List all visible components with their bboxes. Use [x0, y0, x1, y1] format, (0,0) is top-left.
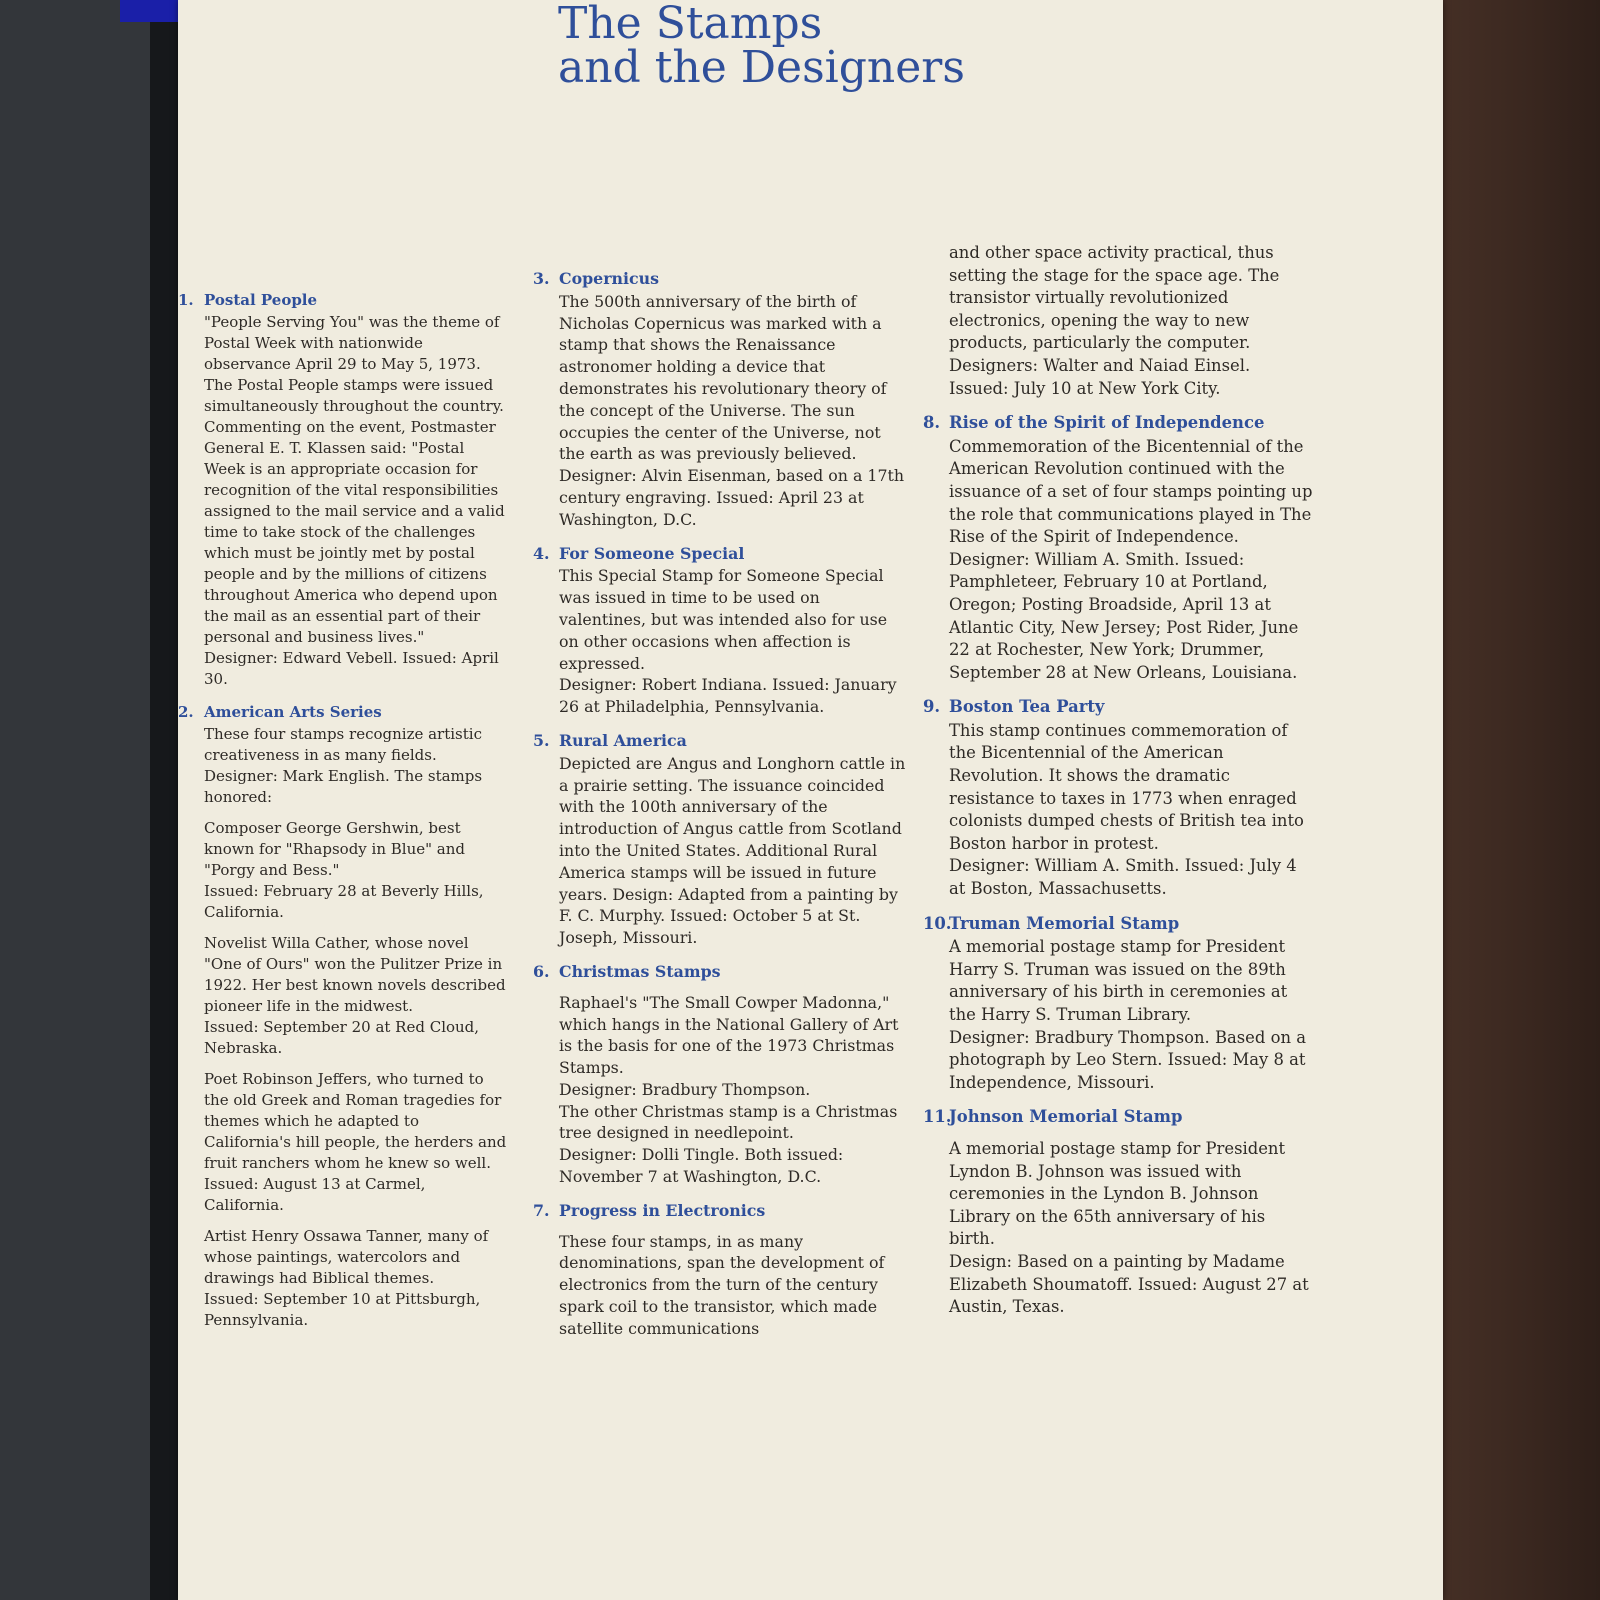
entry-credit: Designer: William A. Smith. Issued: Pamphleteer, February 10 at Portland, Oregon; Posting Broadside, April 13 at Atlantic City, New Jersey; Post Rider, June 22 at Rochester, New York; Drummer, September 28 at New Orleans, Louisiana.: [949, 549, 1299, 682]
page-title: [558, 0, 965, 93]
entry-body: [949, 1130, 1313, 1319]
entry-body: [949, 436, 1313, 685]
entry-title: Rise of the Spirit of Independence: [949, 413, 1265, 433]
entry-text: A memorial postage stamp for President Lyndon B. Johnson was issued with ceremonies in the Lyndon B. Johnson Library on the 65th anniversary of his birth.: [949, 1138, 1286, 1249]
entry-body: [559, 565, 908, 718]
entry-body: [559, 984, 908, 1188]
entry-text: This Special Stamp for Someone Special was issued in time to be used on valentines, but was intended also for use on other occasions when affection is expressed.: [559, 566, 888, 673]
honoree-text: Artist Henry Ossawa Tanner, many of whose paintings, watercolors and drawings had Biblical themes.: [204, 1227, 489, 1287]
honoree-text: Poet Robinson Jeffers, who turned to the old Greek and Roman tragedies for themes which he adapted to California's hill people, the herders and fruit ranchers whom he knew so well.: [204, 1070, 507, 1172]
entry-title: Progress in Electronics: [559, 1200, 766, 1220]
entry-title: For Someone Special: [559, 543, 745, 563]
entry-number: 2.: [178, 703, 194, 721]
entry-text: Depicted are Angus and Longhorn cattle in a prairie setting. The issuance coincided with the 100th anniversary of the introduction of Angus cattle from Scotland into the United States. Additional Rural America stamps will be issued in future years. Design: Adapted from a painting by F. C. Murphy. Issued: October 5 at St. Joseph, Missouri.: [559, 753, 906, 948]
honoree-issued: Issued: August 13 at Carmel, California.: [204, 1175, 426, 1214]
entry-heading: [178, 702, 508, 723]
honoree-cather: [204, 933, 508, 1059]
entry-credit: Designer: Edward Vebell. Issued: April 30.: [204, 649, 499, 688]
entry-body: [559, 291, 908, 531]
entry-heading: [923, 696, 1313, 719]
entry-intro: These four stamps recognize artistic creativeness in as many fields. Designer: Mark English. The stamps honored:: [204, 725, 483, 806]
entry-credit: Designer: Bradbury Thompson. Based on a photograph by Leo Stern. Issued: May 8 at Independence, Missouri.: [949, 1027, 1306, 1092]
entry-body: [949, 936, 1313, 1094]
entry-rise-of-spirit-of-independence: [923, 412, 1313, 684]
entry-text: A memorial postage stamp for President Harry S. Truman was issued on the 89th anniversary of his birth in ceremonies at the Harry S. Truman Library.: [949, 937, 1288, 1024]
honoree-tanner: [204, 1226, 508, 1331]
entry-johnson-memorial-stamp: [923, 1106, 1313, 1318]
document-page: [178, 0, 1443, 1600]
entry-number: 4.: [533, 543, 550, 563]
entry-truman-memorial-stamp: [923, 913, 1313, 1095]
entry-text: and other space activity practical, thus setting the stage for the space age. The transistor virtually revolutionized electronics, opening the way to new products, particularly the computer.: [949, 243, 1280, 353]
spacer: [559, 984, 908, 992]
entry-text: "People Serving You" was the theme of Postal Week with nationwide observance April 29 to May 5, 1973. The Postal People stamps were issued simultaneously throughout the country. Commenting on the event, Postmaster General E. T. Klassen said: "Postal Week is an appropriate occasion for recognition of the vital responsibilities assigned to the mail service and a valid time to take stock of the challenges which must be jointly met by postal people and by the millions of citizens throughout America who depend upon the mail as an essential part of their personal and business lives.": [204, 313, 505, 646]
entry-body: [204, 312, 508, 690]
entry-progress-in-electronics-continued: [923, 242, 1313, 400]
entry-credit: Designers: Walter and Naiad Einsel. Issued: July 10 at New York City.: [949, 355, 1251, 398]
entry-number: 3.: [533, 269, 550, 288]
entry-number: 11.: [923, 1107, 952, 1127]
honoree-text: Composer George Gershwin, best known for "Rhapsody in Blue" and "Porgy and Bess.": [204, 819, 465, 879]
entry-title: Boston Tea Party: [949, 697, 1105, 717]
entry-number: 1.: [178, 291, 194, 309]
entry-text: The 500th anniversary of the birth of Nicholas Copernicus was marked with a stamp that shows the Renaissance astronomer holding a device that demonstrates his revolutionary theory of the concept of the Universe. The sun occupies the center of the Universe, not the earth as was previously believed.: [559, 291, 887, 464]
entry-title: Christmas Stamps: [559, 961, 721, 981]
entry-heading: [178, 290, 508, 311]
entry-heading: [533, 268, 908, 290]
entry-heading: [533, 1200, 908, 1222]
entry-number: 5.: [533, 730, 550, 750]
entry-body: [949, 720, 1313, 901]
entry-copernicus: [533, 268, 908, 531]
honoree-text: Novelist Willa Cather, whose novel "One of Ours" won the Pulitzer Prize in 1922. Her best known novels described pioneer life in the midwest.: [204, 934, 506, 1015]
entry-progress-in-electronics: [533, 1200, 908, 1340]
entry-text: Commemoration of the Bicentennial of the American Revolution continued with the issuance of a set of four stamps pointing up the role that communications played in The Rise of the Spirit of Independence.: [949, 436, 1313, 547]
entry-heading: [533, 730, 908, 752]
entry-text: This stamp continues commemoration of the Bicentennial of the American Revolution. It shows the dramatic resistance to taxes in 1773 when enraged colonists dumped chests of British tea into Boston harbor in protest.: [949, 720, 1304, 853]
title-line-2: and the Designers: [558, 42, 965, 93]
entry-for-someone-special: [533, 543, 908, 718]
entry-body: [559, 1223, 908, 1340]
honoree-issued: Issued: September 20 at Red Cloud, Nebraska.: [204, 1018, 480, 1057]
entry-credit: Design: Based on a painting by Madame Elizabeth Shoumatoff. Issued: August 27 at Austin, Texas.: [949, 1251, 1309, 1317]
entry-body: [204, 724, 508, 1331]
title-line-1: The Stamps: [558, 0, 823, 49]
entry-title: Copernicus: [559, 269, 660, 288]
entry-title: Truman Memorial Stamp: [949, 913, 1180, 933]
entry-title: Johnson Memorial Stamp: [949, 1107, 1183, 1127]
entry-american-arts-series: [178, 702, 508, 1331]
entry-heading: [533, 543, 908, 565]
entry-title: American Arts Series: [204, 703, 382, 721]
entry-credit: Designer: Bradbury Thompson.: [559, 1079, 811, 1099]
spacer: [559, 1223, 908, 1231]
entry-number: 6.: [533, 961, 550, 981]
honoree-gershwin: [204, 818, 508, 923]
entry-boston-tea-party: [923, 696, 1313, 900]
entry-heading: [533, 961, 908, 983]
entry-postal-people: [178, 290, 508, 690]
entry-credit: Designer: William A. Smith. Issued: July 4 at Boston, Massachusetts.: [949, 856, 1297, 899]
honoree-issued: Issued: February 28 at Beverly Hills, California.: [204, 882, 484, 921]
entry-body: [949, 242, 1313, 400]
entry-credit: Designer: Robert Indiana. Issued: January 26 at Philadelphia, Pennsylvania.: [559, 675, 897, 717]
entry-rural-america: [533, 730, 908, 949]
entry-heading: [923, 412, 1313, 435]
honoree-issued: Issued: September 10 at Pittsburgh, Pennsylvania.: [204, 1290, 481, 1329]
honoree-jeffers: [204, 1069, 508, 1216]
entry-christmas-stamps: [533, 961, 908, 1188]
entry-number: 10.: [923, 913, 952, 933]
entry-credit-2: Designer: Dolli Tingle. Both issued: November 7 at Washington, D.C.: [559, 1145, 844, 1187]
spacer: [949, 1130, 1313, 1138]
entry-credit: Designer: Alvin Eisenman, based on a 17th century engraving. Issued: April 23 at Washington, D.C.: [559, 466, 905, 529]
entry-text: These four stamps, in as many denominations, span the development of electronics from the turn of the century spark coil to the transistor, which made satellite communications: [559, 1231, 885, 1338]
entry-number: 9.: [923, 697, 941, 717]
entry-body: [559, 753, 908, 949]
column-3: [923, 242, 1313, 1331]
entry-title: Rural America: [559, 730, 687, 750]
entry-text: Raphael's "The Small Cowper Madonna," which hangs in the National Gallery of Art is the basis for one of the 1973 Christmas Stamps.: [559, 992, 899, 1078]
left-binder-edge: [150, 0, 180, 1600]
entry-heading: [923, 1106, 1313, 1129]
entry-heading: [923, 913, 1313, 936]
column-1: [178, 290, 508, 1343]
entry-number: 7.: [533, 1200, 550, 1220]
column-2: [533, 268, 908, 1352]
entry-number: 8.: [923, 413, 941, 433]
entry-title: Postal People: [204, 291, 318, 309]
entry-text-2: The other Christmas stamp is a Christmas tree designed in needlepoint.: [559, 1101, 898, 1143]
